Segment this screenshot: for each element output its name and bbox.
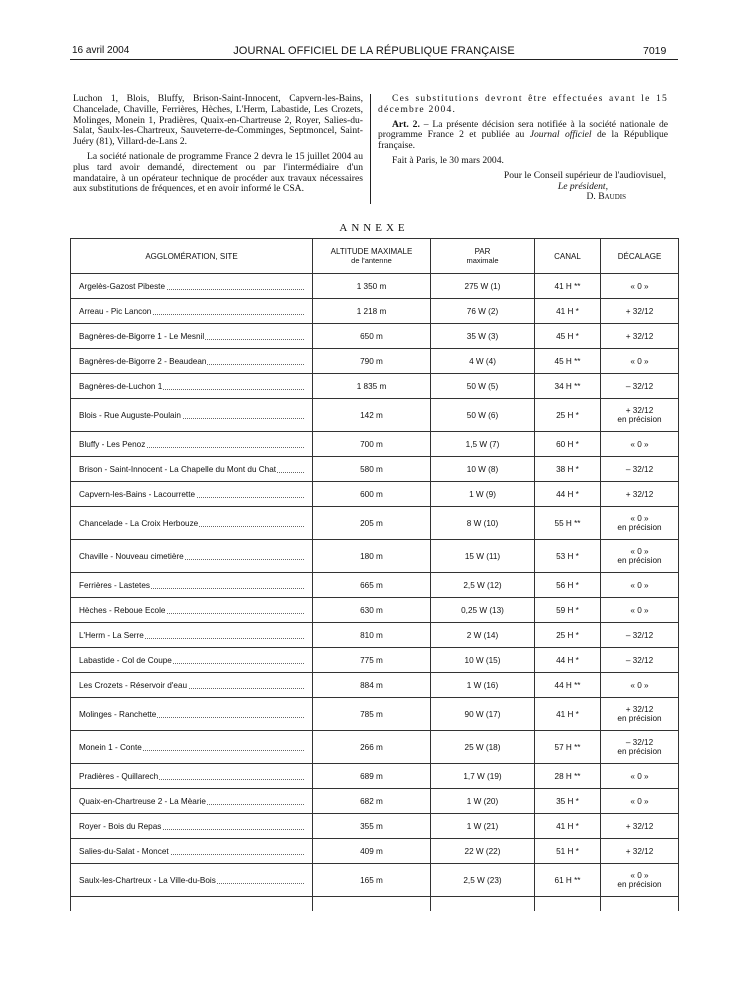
cell-altitude: 785 m xyxy=(313,698,431,731)
cell-par: 275 W (1) xyxy=(431,274,535,299)
header-rule xyxy=(70,59,678,60)
header-par xyxy=(431,239,535,274)
decalage-value: + 32/12 xyxy=(625,489,654,499)
signature-line: Pour le Conseil supérieur de l'audiovisuel, xyxy=(503,169,666,181)
cell-par: 50 W (5) xyxy=(431,374,535,399)
cell-decalage xyxy=(601,540,679,573)
article-text-2: de la République française. xyxy=(378,129,669,152)
cell-decalage xyxy=(601,374,679,399)
header-par-label: PAR xyxy=(474,247,491,256)
site-name: Labastide - Col de Coupe xyxy=(79,655,172,665)
cell-site xyxy=(71,399,313,432)
cell-canal: 45 H * xyxy=(535,324,601,349)
decalage-value: – 32/12 xyxy=(625,381,654,391)
cell-canal: 44 H * xyxy=(535,648,601,673)
table-row xyxy=(71,764,679,789)
table-row xyxy=(71,573,679,598)
table-row xyxy=(71,540,679,573)
site-name: Bagnères-de-Bigorre 1 - Le Mesnil xyxy=(79,331,205,341)
header-decalage: DÉCALAGE xyxy=(601,239,679,274)
decalage-note: en précision xyxy=(617,523,662,532)
left-column xyxy=(73,94,363,195)
cell-site xyxy=(71,623,313,648)
cell-decalage xyxy=(601,814,679,839)
table-row xyxy=(71,623,679,648)
cell-site xyxy=(71,731,313,764)
cell-altitude: 1 218 m xyxy=(313,299,431,324)
header-altitude-label: ALTITUDE MAXIMALE xyxy=(330,247,413,256)
site-name: Les Crozets - Réservoir d'eau xyxy=(79,680,188,690)
cell-par: 35 W (3) xyxy=(431,324,535,349)
table-row xyxy=(71,349,679,374)
table-row xyxy=(71,731,679,764)
cell-canal: 59 H * xyxy=(535,598,601,623)
decalage-value: + 32/12 xyxy=(625,306,654,316)
decalage-value: « 0 » xyxy=(630,680,649,690)
table-row xyxy=(71,482,679,507)
site-name: Chancelade - La Croix Herbouze xyxy=(79,518,199,528)
cell-decalage xyxy=(601,349,679,374)
cell-canal: 34 H ** xyxy=(535,374,601,399)
cell-site xyxy=(71,299,313,324)
cell-decalage xyxy=(601,399,679,432)
cell-site xyxy=(71,673,313,698)
table-row xyxy=(71,324,679,349)
cell-site xyxy=(71,814,313,839)
table-row xyxy=(71,432,679,457)
site-name: Pradières - Quillarech xyxy=(79,771,159,781)
cell-decalage xyxy=(601,648,679,673)
decalage-value: – 32/12 xyxy=(625,464,654,474)
table-row xyxy=(71,507,679,540)
decalage-value: + 32/12 xyxy=(625,821,654,831)
cell-par: 22 W (22) xyxy=(431,839,535,864)
cell-par: 0,25 W (13) xyxy=(431,598,535,623)
cell-altitude: 180 m xyxy=(313,540,431,573)
left-paragraph-1: Luchon 1, Blois, Bluffy, Brison-Saint-Innocent, Capvern-les-Bains, Chancelade, Chaville, Ferrières, Hèches, L'Herm, Labastide, Les Crozets, Molinges, Monein 1, Pradières, Quaix-en-Chartreuse 2, Royer, Salies-du-Salat, Saulx-les-Chartreux, Sauveterre-de-Comminges, Septmoncel, Saint-Juéry (81), Villard-de-Lans 2. xyxy=(73,93,363,148)
site-name: Arreau - Pic Lancon xyxy=(79,306,152,316)
annex-table xyxy=(70,238,679,911)
cell-decalage xyxy=(601,864,679,897)
right-column xyxy=(378,94,668,203)
column-divider xyxy=(370,94,371,204)
decalage-value: « 0 » xyxy=(630,871,649,880)
decalage-value: + 32/12 xyxy=(625,406,654,415)
cell-altitude: 884 m xyxy=(313,673,431,698)
table-header-row xyxy=(71,239,679,274)
table-row xyxy=(71,274,679,299)
site-name: Salies-du-Salat - Moncet xyxy=(79,846,169,856)
decalage-value: – 32/12 xyxy=(625,630,654,640)
table-row xyxy=(71,299,679,324)
cell-site xyxy=(71,274,313,299)
cell-altitude: 630 m xyxy=(313,598,431,623)
cell-par: 1 W (21) xyxy=(431,814,535,839)
table-row xyxy=(71,839,679,864)
site-name: Bagnères-de-Bigorre 2 - Beaudean xyxy=(79,356,207,366)
left-paragraph-2: La société nationale de programme France 2 devra le 15 juillet 2004 au plus tard avoir demandé, directement ou par l'intermédiaire d'un mandataire, à un opérateur technique de procéder aux travaux nécessaires aux substitutions de fréquences, et en avoir informé le CSA. xyxy=(73,150,363,195)
cell-canal: 38 H * xyxy=(535,457,601,482)
cell-altitude: 266 m xyxy=(313,731,431,764)
site-name: Argelès-Gazost Pibeste xyxy=(79,281,166,291)
decalage-value: « 0 » xyxy=(630,796,649,806)
cell-altitude: 1 350 m xyxy=(313,274,431,299)
cell-site xyxy=(71,349,313,374)
cell-canal: 41 H * xyxy=(535,698,601,731)
cell-site xyxy=(71,324,313,349)
header-altitude xyxy=(313,239,431,274)
cell-par: 1,7 W (19) xyxy=(431,764,535,789)
cell-site xyxy=(71,648,313,673)
cell-par: 4 W (4) xyxy=(431,349,535,374)
site-name: Ferrières - Lastetes xyxy=(79,580,150,590)
site-name: Blois - Rue Auguste-Poulain xyxy=(79,410,181,420)
cell-canal: 44 H * xyxy=(535,482,601,507)
cell-decalage xyxy=(601,324,679,349)
site-name: Molinges - Ranchette xyxy=(79,709,157,719)
cell-par: 10 W (15) xyxy=(431,648,535,673)
cell-par: 1 W (16) xyxy=(431,673,535,698)
decalage-value: « 0 » xyxy=(630,356,649,366)
cell-decalage xyxy=(601,731,679,764)
cell-site xyxy=(71,540,313,573)
decalage-note: en précision xyxy=(617,880,662,889)
annex-title: ANNEXE xyxy=(339,222,409,234)
table-row xyxy=(71,598,679,623)
cell-canal: 60 H * xyxy=(535,432,601,457)
cell-site xyxy=(71,864,313,897)
site-name: Saulx-les-Chartreux - La Ville-du-Bois xyxy=(79,875,216,885)
cell-altitude: 810 m xyxy=(313,623,431,648)
cell-altitude: 580 m xyxy=(313,457,431,482)
right-paragraph-1: Ces substitutions devront être effectuées avant le 15 décembre 2004. xyxy=(378,93,668,115)
site-name: Capvern-les-Bains - Lacourrette xyxy=(79,489,196,499)
decalage-value: « 0 » xyxy=(630,771,649,781)
cell-decalage xyxy=(601,432,679,457)
signature-role: Le président, xyxy=(557,180,608,192)
cell-altitude: 1 835 m xyxy=(313,374,431,399)
cell-decalage xyxy=(601,507,679,540)
cell-altitude: 790 m xyxy=(313,349,431,374)
site-name: Monein 1 - Conte xyxy=(79,742,142,752)
cell-site xyxy=(71,482,313,507)
cell-altitude: 600 m xyxy=(313,482,431,507)
decalage-note: en précision xyxy=(617,556,662,565)
table-row xyxy=(71,648,679,673)
article-journal: Journal officiel xyxy=(529,129,592,141)
cell-par: 76 W (2) xyxy=(431,299,535,324)
cell-decalage xyxy=(601,457,679,482)
cell-canal: 57 H ** xyxy=(535,731,601,764)
decalage-value: – 32/12 xyxy=(625,738,654,747)
decalage-value: « 0 » xyxy=(630,514,649,523)
cell-site xyxy=(71,598,313,623)
cell-decalage xyxy=(601,623,679,648)
cell-altitude: 665 m xyxy=(313,573,431,598)
cell-canal: 51 H * xyxy=(535,839,601,864)
cell-par: 90 W (17) xyxy=(431,698,535,731)
table-row xyxy=(71,864,679,897)
site-name: Chaville - Nouveau cimetière xyxy=(79,551,184,561)
cell-altitude: 775 m xyxy=(313,648,431,673)
cell-altitude: 700 m xyxy=(313,432,431,457)
cell-site xyxy=(71,698,313,731)
cell-altitude: 205 m xyxy=(313,507,431,540)
cell-decalage xyxy=(601,764,679,789)
decalage-value: « 0 » xyxy=(630,547,649,556)
cell-canal: 25 H * xyxy=(535,623,601,648)
cell-site xyxy=(71,457,313,482)
cell-par: 15 W (11) xyxy=(431,540,535,573)
cell-canal: 55 H ** xyxy=(535,507,601,540)
cell-canal: 41 H ** xyxy=(535,274,601,299)
cell-site xyxy=(71,764,313,789)
cell-site xyxy=(71,789,313,814)
table-row xyxy=(71,789,679,814)
cell-decalage xyxy=(601,789,679,814)
table-row xyxy=(71,374,679,399)
cell-site xyxy=(71,507,313,540)
cell-canal: 41 H * xyxy=(535,814,601,839)
site-name: L'Herm - La Serre xyxy=(79,630,144,640)
decalage-value: « 0 » xyxy=(630,605,649,615)
cell-canal: 56 H * xyxy=(535,573,601,598)
cell-par: 2,5 W (23) xyxy=(431,864,535,897)
cell-altitude: 142 m xyxy=(313,399,431,432)
cell-decalage xyxy=(601,573,679,598)
cell-canal: 35 H * xyxy=(535,789,601,814)
decalage-note: en précision xyxy=(617,747,662,756)
cell-par: 1 W (9) xyxy=(431,482,535,507)
cell-site xyxy=(71,374,313,399)
table-row xyxy=(71,673,679,698)
cell-par: 50 W (6) xyxy=(431,399,535,432)
cell-canal: 53 H * xyxy=(535,540,601,573)
cell-decalage xyxy=(601,482,679,507)
cell-canal: 45 H ** xyxy=(535,349,601,374)
decalage-note: en précision xyxy=(617,415,662,424)
header-page-number: 7019 xyxy=(643,45,667,57)
article-label: Art. 2. xyxy=(392,118,420,130)
header-par-sub: maximale xyxy=(466,256,499,265)
table-row xyxy=(71,814,679,839)
cell-par: 10 W (8) xyxy=(431,457,535,482)
signature-block xyxy=(378,171,668,203)
cell-decalage xyxy=(601,274,679,299)
cell-decalage xyxy=(601,598,679,623)
decalage-value: + 32/12 xyxy=(625,331,654,341)
decalage-value: + 32/12 xyxy=(625,705,654,714)
site-name: Bagnères-de-Luchon 1 xyxy=(79,381,163,391)
decalage-note: en précision xyxy=(617,714,662,723)
cell-decalage xyxy=(601,839,679,864)
article-text-1: – La présente décision sera notifiée à la société nationale de programme France 2 et publiée au xyxy=(378,118,668,141)
cell-par: 2,5 W (12) xyxy=(431,573,535,598)
table-row-continuation xyxy=(71,897,679,912)
table-row xyxy=(71,399,679,432)
cell-altitude: 682 m xyxy=(313,789,431,814)
cell-par: 8 W (10) xyxy=(431,507,535,540)
cell-par: 2 W (14) xyxy=(431,623,535,648)
cell-site xyxy=(71,432,313,457)
cell-altitude: 409 m xyxy=(313,839,431,864)
cell-site xyxy=(71,573,313,598)
header-altitude-sub: de l'antenne xyxy=(351,256,392,265)
place-date: Fait à Paris, le 30 mars 2004. xyxy=(392,154,504,166)
site-name: Hèches - Reboue Ecole xyxy=(79,605,166,615)
cell-canal: 41 H * xyxy=(535,299,601,324)
header-canal: CANAL xyxy=(535,239,601,274)
site-name: Quaix-en-Chartreuse 2 - La Mèarie xyxy=(79,796,206,806)
cell-par: 1 W (20) xyxy=(431,789,535,814)
decalage-value: – 32/12 xyxy=(625,655,654,665)
cell-decalage xyxy=(601,673,679,698)
cell-site xyxy=(71,839,313,864)
cell-par: 1,5 W (7) xyxy=(431,432,535,457)
header-date: 16 avril 2004 xyxy=(72,45,130,56)
decalage-value: « 0 » xyxy=(630,580,649,590)
article-2-paragraph xyxy=(378,120,668,152)
table-row xyxy=(71,457,679,482)
signature-name: D. Baudis xyxy=(586,191,626,203)
cell-canal: 44 H ** xyxy=(535,673,601,698)
cell-canal: 28 H ** xyxy=(535,764,601,789)
site-name: Brison - Saint-Innocent - La Chapelle du Mont du Chat xyxy=(79,464,277,474)
decalage-value: « 0 » xyxy=(630,281,649,291)
decalage-value: + 32/12 xyxy=(625,846,654,856)
cell-canal: 61 H ** xyxy=(535,864,601,897)
cell-altitude: 165 m xyxy=(313,864,431,897)
site-name: Bluffy - Les Penoz xyxy=(79,439,146,449)
header-site: AGGLOMÉRATION, SITE xyxy=(71,239,313,274)
cell-altitude: 355 m xyxy=(313,814,431,839)
site-name: Royer - Bois du Repas xyxy=(79,821,162,831)
cell-decalage xyxy=(601,698,679,731)
header-title: JOURNAL OFFICIEL DE LA RÉPUBLIQUE FRANÇAISE xyxy=(233,45,515,57)
cell-decalage xyxy=(601,299,679,324)
cell-altitude: 689 m xyxy=(313,764,431,789)
cell-canal: 25 H * xyxy=(535,399,601,432)
cell-altitude: 650 m xyxy=(313,324,431,349)
decalage-value: « 0 » xyxy=(630,439,649,449)
cell-par: 25 W (18) xyxy=(431,731,535,764)
table-row xyxy=(71,698,679,731)
table-body xyxy=(71,274,679,912)
